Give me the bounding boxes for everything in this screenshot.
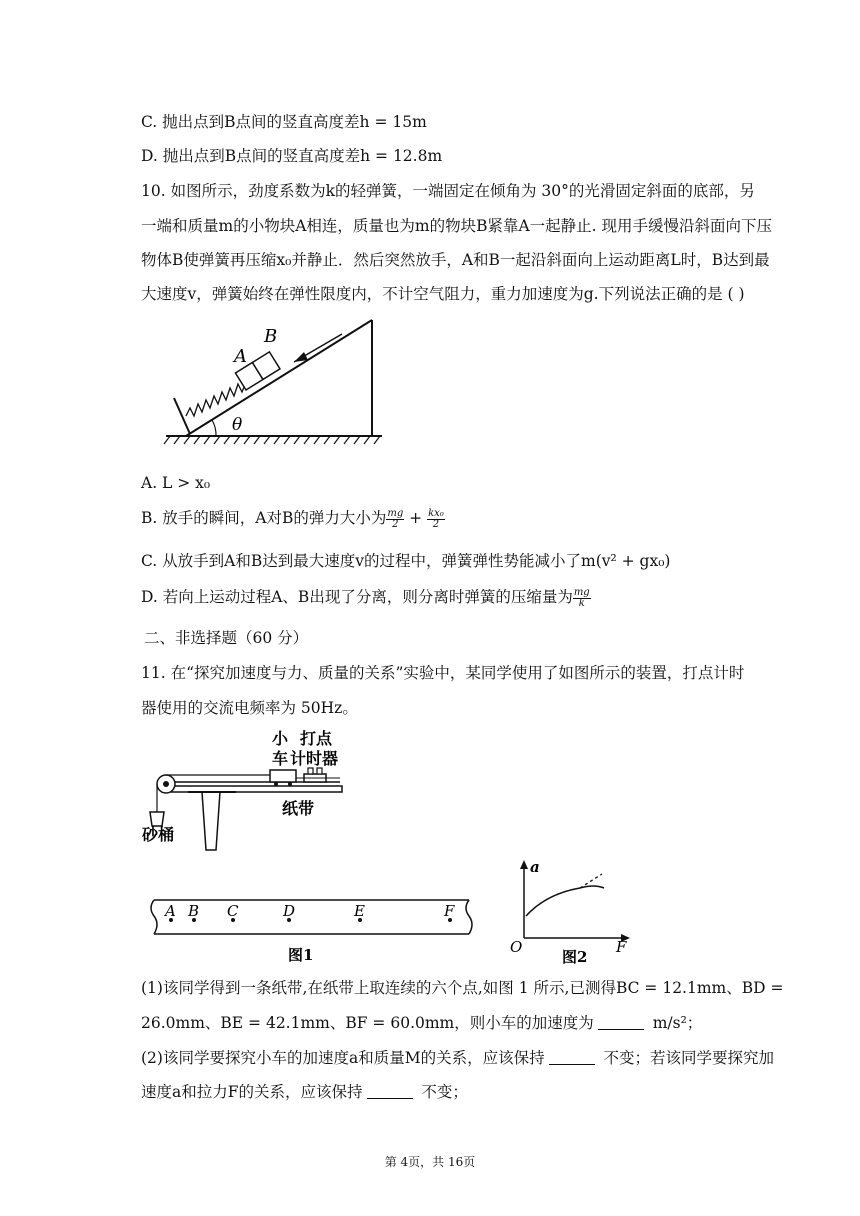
answer-blank-acceleration[interactable] [598,1013,644,1030]
q11-part2-text-b: 不变；若该同学要探究加 [598,1049,775,1067]
paper-tape-figure [144,886,474,964]
label-tape: 纸带 [282,799,315,818]
figure-1-caption: 图1 [288,946,314,964]
label-cart-1: 小 [272,729,289,748]
frac-num: mg [573,586,590,598]
q10-option-d-text: D. 若向上运动过程A、B出现了分离，则分离时弹簧的压缩量为 [141,588,573,606]
label-b: B [264,326,278,347]
frac-num: kx₀ [428,507,444,519]
a-f-graph-figure [506,856,636,968]
tape-point-e: E [354,902,365,920]
q10-option-a: A. L > x₀ [141,474,211,492]
answer-blank-constant-1[interactable] [549,1048,595,1065]
frac-num: mg [387,507,404,519]
frac-den: 2 [392,518,399,530]
q11-stem-line2: 器使用的交流电频率为 50Hz。 [141,699,358,717]
tape-point-f: F [444,902,455,920]
frac-den: 2 [432,518,440,530]
fraction-mg-over-2 [386,509,404,530]
figure-2-caption: 图2 [562,948,588,966]
label-a: A [234,346,247,367]
tape-point-c: C [227,902,239,920]
q11-part1-line1: (1)该同学得到一条纸带,在纸带上取连续的六个点,如图 1 所示,已测得BC = 12.1mm、BD = [141,979,784,997]
label-bucket: 砂桶 [142,825,175,844]
apparatus-figure [140,728,360,854]
page-footer: 第 4页，共 16页 [384,1155,476,1169]
frac-den: k [578,597,585,609]
q9-option-d: D. 抛出点到B点间的竖直高度差h = 12.8m [141,147,443,165]
label-theta: θ [232,415,243,435]
q10-option-d [141,586,591,609]
fraction-mg-over-k [573,588,591,609]
q10-option-b-text: B. 放手的瞬间，A对B的弹力大小为 [141,509,387,527]
tape-point-d: D [283,902,296,920]
q10-option-b [141,507,445,530]
q10-stem-line3: 物体B使弹簧再压缩x₀并静止．然后突然放手，A和B一起沿斜面向上运动距离L时，B达到最 [141,251,770,269]
section-heading: 二、非选择题（60 分） [144,629,309,647]
q11-part1-line2 [141,1012,702,1034]
graph-origin: O [510,938,523,956]
tape-point-a: A [165,902,176,920]
q11-part2-text: (2)该同学要探究小车的加速度a和质量M的关系，应该保持 [141,1049,545,1067]
q11-part2-text-d: 不变； [416,1083,468,1101]
q11-part1-text: 26.0mm、BE = 42.1mm、BF = 60.0mm，则小车的加速度为 [141,1014,594,1032]
q11-part1-unit: m/s²； [647,1014,703,1032]
plus-sign: + [404,509,428,527]
q11-part2-line2 [141,1081,468,1103]
graph-axis-a: a [530,858,540,876]
incline-spring-figure [160,312,390,448]
q10-option-c: C. 从放手到A和B达到最大速度v的过程中，弹簧弹性势能减小了m(v² + gx₀) [141,552,671,570]
q11-part2-line1 [141,1047,774,1069]
q10-stem-line4: 大速度v，弹簧始终在弹性限度内，不计空气阻力，重力加速度为g.下列说法正确的是 ( ) [141,285,745,303]
q9-option-c: C. 抛出点到B点间的竖直高度差h = 15m [141,113,427,131]
q10-stem-line1: 10. 如图所示，劲度系数为k的轻弹簧，一端固定在倾角为 30°的光滑固定斜面的底部，另 [141,182,755,200]
q11-stem-line1: 11. 在“探究加速度与力、质量的关系”实验中，某同学使用了如图所示的装置，打点计时 [141,664,745,682]
label-timer-1: 打点 [300,729,333,748]
answer-blank-constant-2[interactable] [367,1082,413,1099]
tape-point-b: B [188,902,200,920]
label-cart-2: 车 [272,749,289,768]
fraction-kx0-over-2 [427,509,445,530]
q10-stem-line2: 一端和质量m的小物块A相连，质量也为m的物块B紧靠A一起静止. 现用手缓慢沿斜面向下压 [141,217,773,235]
label-timer-2: 计时器 [290,749,339,768]
q11-part2-text-c: 速度a和拉力F的关系，应该保持 [141,1083,363,1101]
graph-axis-f: F [616,938,627,956]
